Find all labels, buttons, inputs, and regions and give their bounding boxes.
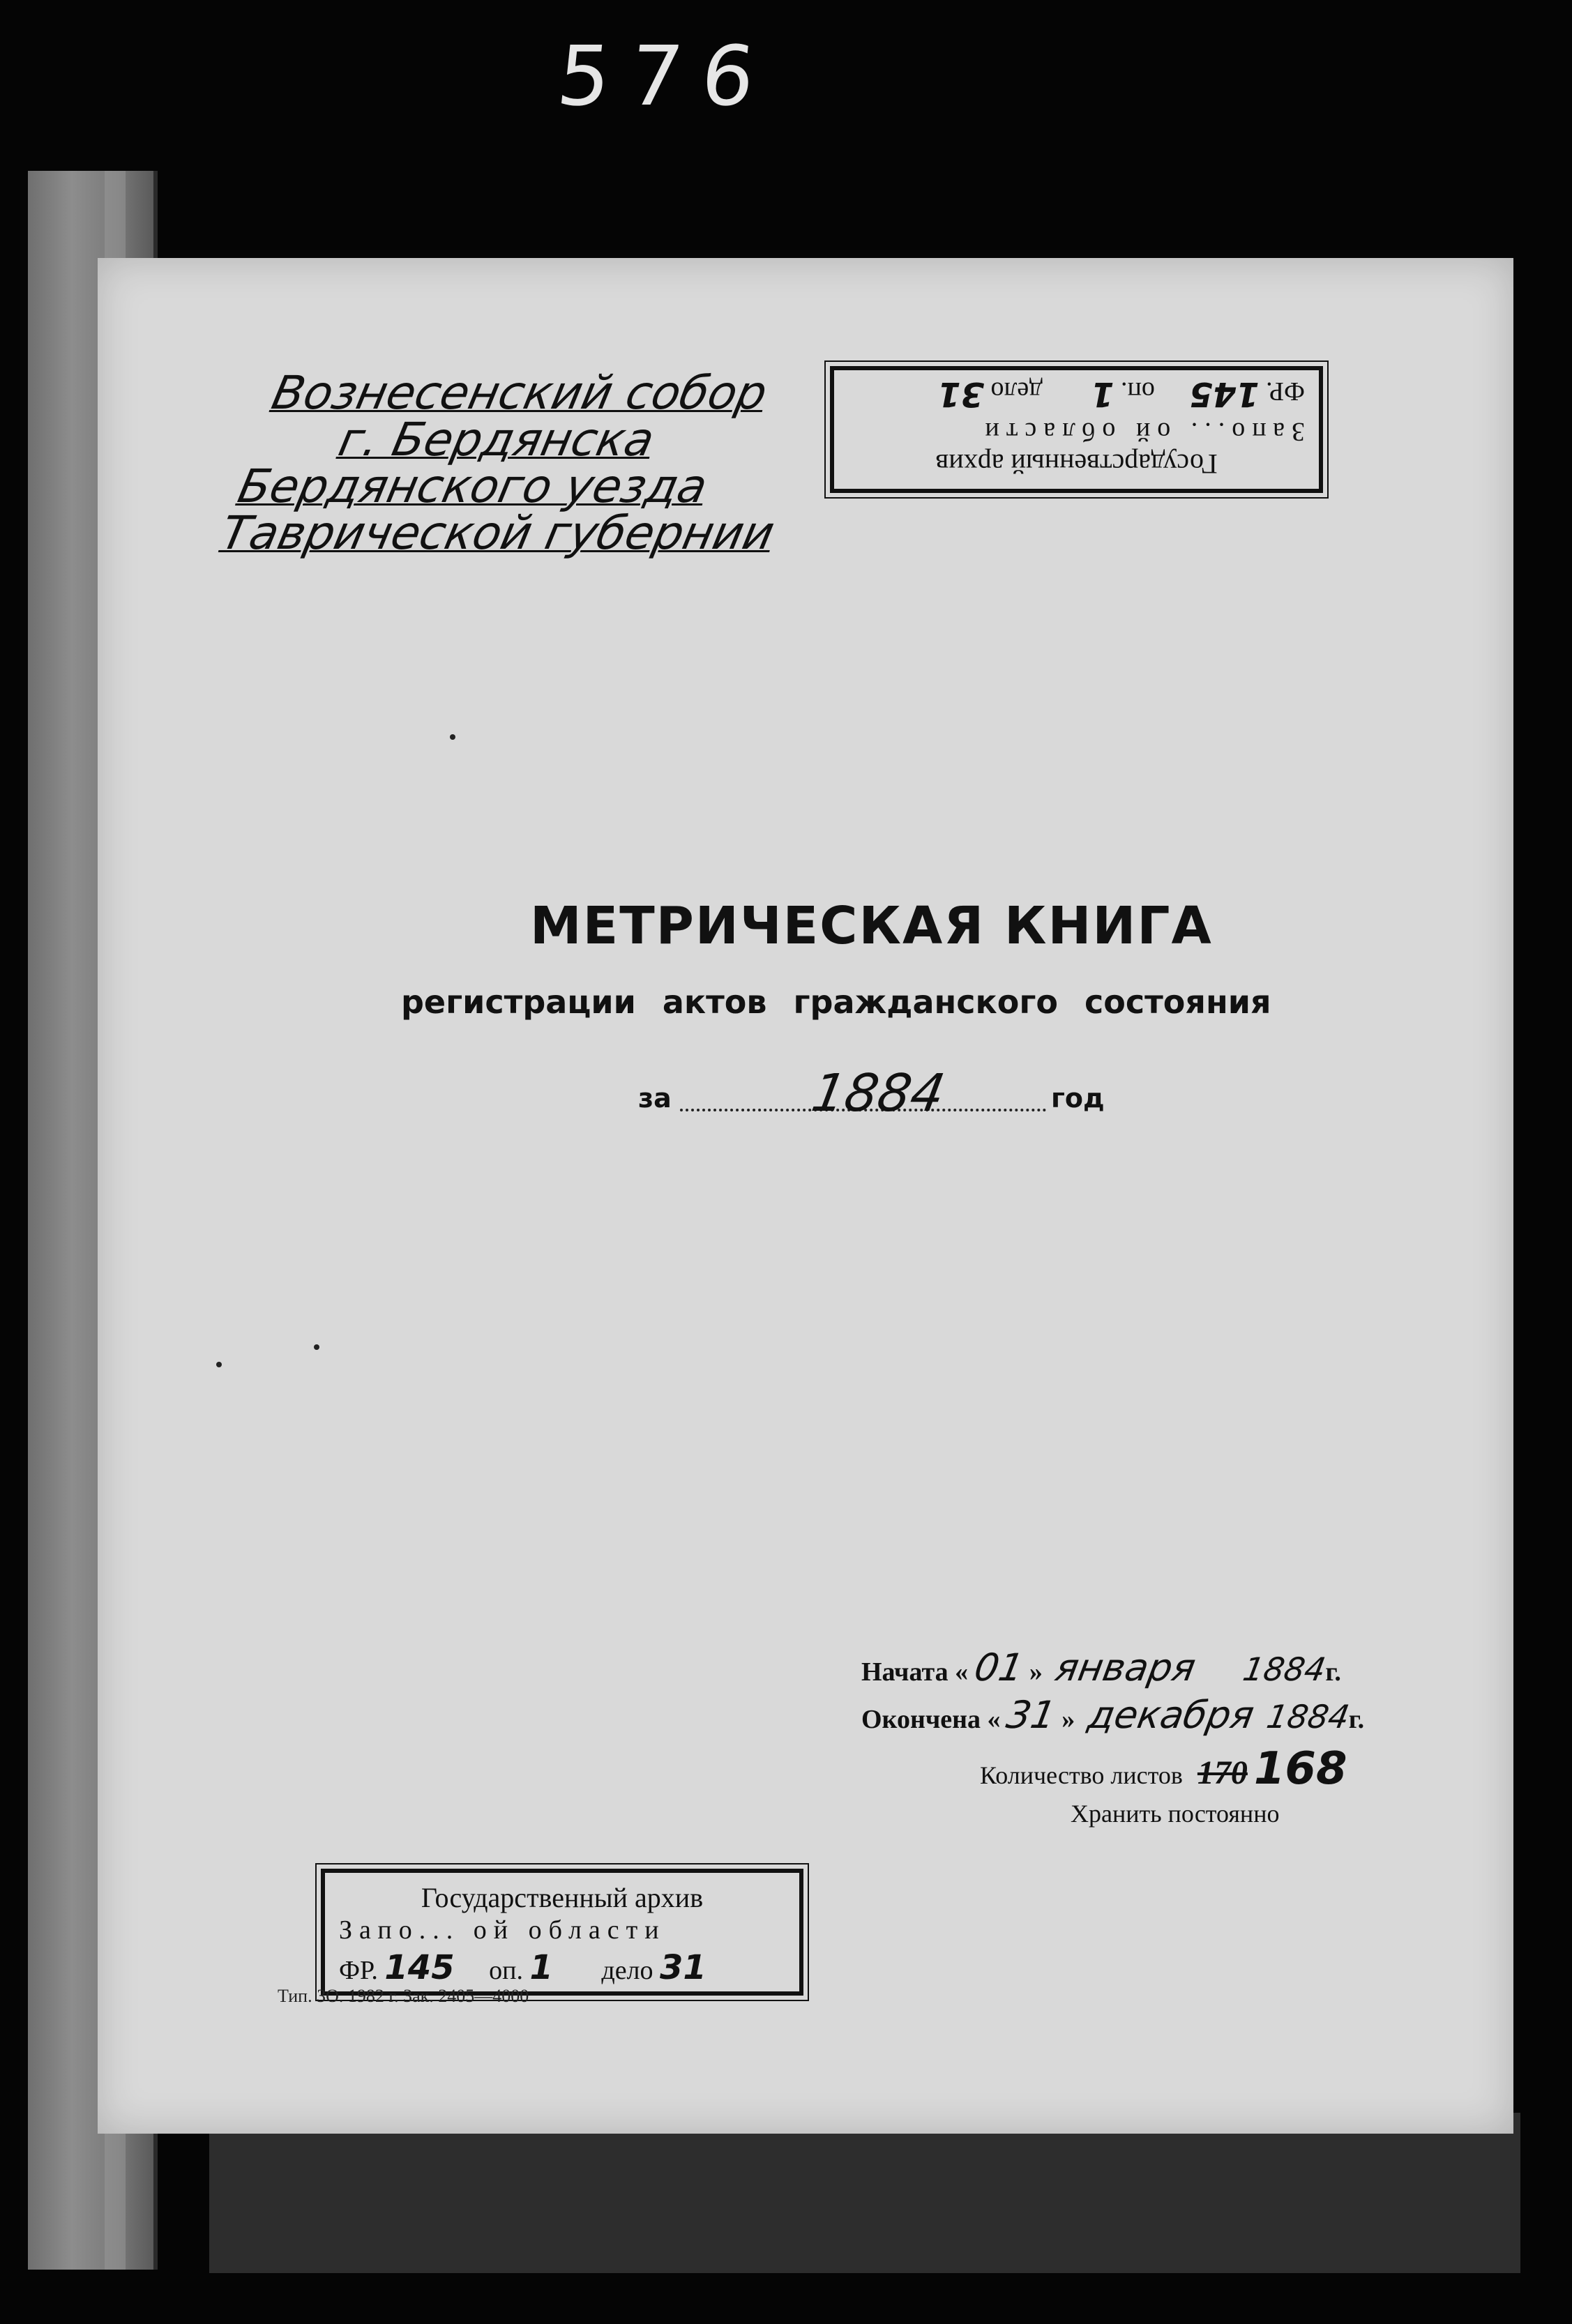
- paper-speck: [216, 1362, 222, 1367]
- start-date-row: [861, 1646, 1364, 1693]
- sheet-count-crossed: 170: [1197, 1754, 1248, 1791]
- sheet-count-label: Количество листов: [980, 1761, 1183, 1789]
- parish-line-1: Вознесенский собор: [267, 366, 772, 420]
- stamp-top-op-label: оп.: [1121, 377, 1155, 406]
- stamp-bottom-fund-label: ФР.: [339, 1956, 378, 1985]
- printer-imprint: Тип. ЗО. 1982 г. Зак. 2405—4000: [278, 1986, 529, 2006]
- paper-speck: [314, 1344, 319, 1350]
- keep-permanently-note: Хранить постоянно: [1071, 1800, 1280, 1828]
- paper-speck: [450, 734, 455, 740]
- parish-inscription: [134, 366, 808, 560]
- stamp-top-delo: 31: [937, 374, 984, 413]
- sheet-count-value: 168: [1253, 1743, 1347, 1795]
- year-prefix: за: [638, 1083, 672, 1114]
- end-label: Окончена «: [861, 1705, 1001, 1734]
- stamp-bottom-op: 1: [529, 1948, 553, 1987]
- archive-sheet-number: 576: [552, 28, 779, 124]
- start-year: 1884: [1240, 1650, 1329, 1688]
- stamp-bottom-op-label: оп.: [489, 1956, 523, 1985]
- stamp-bottom-reference: [339, 1948, 785, 1987]
- parish-line-2: г. Бердянска: [333, 413, 659, 466]
- stamp-bottom-delo: 31: [660, 1948, 706, 1987]
- stamp-bottom-region: Запо... ой области: [339, 1915, 666, 1945]
- dates-block: [861, 1646, 1364, 1740]
- stamp-top-fund: 145: [1189, 374, 1260, 413]
- stamp-bottom-archive-name: Государственный архив: [421, 1882, 704, 1913]
- start-month: января: [1052, 1646, 1200, 1689]
- start-close-quote: »: [1029, 1657, 1043, 1687]
- stamp-top-fund-label: ФР.: [1266, 377, 1305, 406]
- end-day: 31: [1003, 1693, 1059, 1737]
- start-year-suffix: г.: [1325, 1657, 1341, 1687]
- end-month: декабря: [1084, 1693, 1257, 1737]
- stamp-top-delo-label: дело: [990, 377, 1043, 406]
- start-label: Начата «: [861, 1657, 969, 1687]
- parish-line-4: Таврической губернии: [216, 506, 780, 560]
- book-subtitle: регистрации актов гражданского состояния: [401, 983, 1271, 1021]
- end-date-row: [861, 1693, 1364, 1740]
- archive-stamp-bottom: [321, 1869, 803, 1996]
- stamp-top-reference: [848, 374, 1305, 413]
- stamp-top-region: Запо... ой области: [978, 417, 1305, 446]
- stamp-top-archive-name: Государственный архив: [935, 448, 1218, 480]
- year-suffix: год: [1051, 1083, 1105, 1114]
- stamp-bottom-fund: 145: [384, 1948, 455, 1987]
- stamp-bottom-delo-label: дело: [601, 1956, 653, 1985]
- end-year: 1884: [1263, 1698, 1352, 1736]
- archive-stamp-top: [830, 366, 1323, 493]
- year-value: 1884: [807, 1063, 949, 1123]
- sheet-count: [980, 1743, 1347, 1795]
- parish-line-3: Бердянского уезда: [233, 460, 712, 513]
- back-board: [209, 2113, 1520, 2273]
- book-title: МЕТРИЧЕСКАЯ КНИГА: [530, 896, 1213, 956]
- start-day: 01: [971, 1646, 1027, 1689]
- stamp-top-op: 1: [1091, 374, 1114, 413]
- end-close-quote: »: [1061, 1705, 1075, 1734]
- end-year-suffix: г.: [1348, 1705, 1365, 1734]
